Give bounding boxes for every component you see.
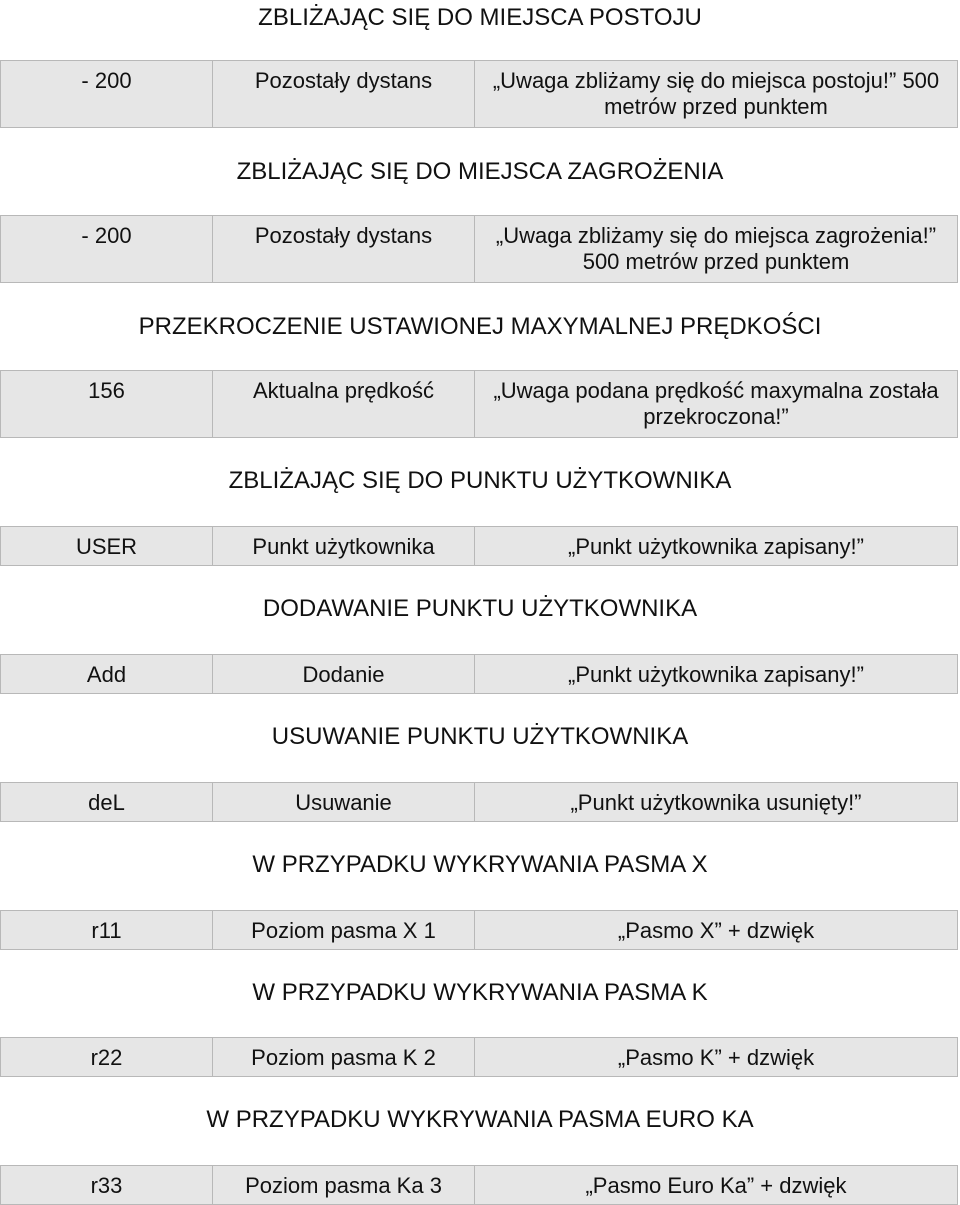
message-cell: „Punkt użytkownika usunięty!” [570, 790, 862, 815]
section-title: W PRZYPADKU WYKRYWANIA PASMA EURO KA [206, 1106, 754, 1133]
label-cell: Poziom pasma X 1 [213, 911, 475, 949]
message-cell: „Uwaga zbliżamy się do miejsca zagrożenia!” 500 metrów przed punktem [495, 223, 937, 274]
code-cell: - 200 [1, 61, 213, 127]
table-row [0, 1037, 958, 1077]
code-cell: r33 [1, 1166, 213, 1204]
code-cell: Add [1, 655, 213, 693]
label-cell: Pozostały dystans [213, 61, 475, 127]
table-row [0, 526, 958, 566]
table-row [0, 60, 958, 128]
table-row [0, 654, 958, 694]
message-cell: „Pasmo K” + dzwięk [617, 1045, 815, 1070]
section-title: ZBLIŻAJĄC SIĘ DO MIEJSCA ZAGROŻENIA [236, 158, 724, 185]
table-row [0, 370, 958, 438]
code-cell: - 200 [1, 216, 213, 282]
section-title: ZBLIŻAJĄC SIĘ DO PUNKTU UŻYTKOWNIKA [228, 467, 732, 494]
message-cell: „Pasmo Euro Ka” + dzwięk [585, 1173, 847, 1198]
label-cell: Poziom pasma K 2 [213, 1038, 475, 1076]
code-cell: r11 [1, 911, 213, 949]
label-cell: Poziom pasma Ka 3 [213, 1166, 475, 1204]
code-cell: 156 [1, 371, 213, 437]
section-title: W PRZYPADKU WYKRYWANIA PASMA K [252, 979, 708, 1006]
label-cell: Pozostały dystans [213, 216, 475, 282]
code-cell: deL [1, 783, 213, 821]
section-title: USUWANIE PUNKTU UŻYTKOWNIKA [271, 723, 689, 750]
section-title: PRZEKROCZENIE USTAWIONEJ MAXYMALNEJ PRĘDKOŚCI [138, 313, 822, 340]
message-cell: „Uwaga podana prędkość maxymalna została przekroczona!” [493, 378, 939, 429]
message-cell: „Punkt użytkownika zapisany!” [568, 662, 864, 687]
label-cell: Aktualna prędkość [213, 371, 475, 437]
message-cell: „Uwaga zbliżamy się do miejsca postoju!” 500 metrów przed punktem [492, 68, 940, 119]
table-row [0, 215, 958, 283]
label-cell: Usuwanie [213, 783, 475, 821]
label-cell: Dodanie [213, 655, 475, 693]
label-cell: Punkt użytkownika [213, 527, 475, 565]
table-row [0, 910, 958, 950]
code-cell: r22 [1, 1038, 213, 1076]
code-cell: USER [1, 527, 213, 565]
message-cell: „Punkt użytkownika zapisany!” [568, 534, 864, 559]
section-title: ZBLIŻAJĄC SIĘ DO MIEJSCA POSTOJU [258, 4, 702, 31]
table-row [0, 1165, 958, 1205]
section-title: W PRZYPADKU WYKRYWANIA PASMA X [252, 851, 708, 878]
section-title: DODAWANIE PUNKTU UŻYTKOWNIKA [262, 595, 698, 622]
message-cell: „Pasmo X” + dzwięk [617, 918, 815, 943]
table-row [0, 782, 958, 822]
